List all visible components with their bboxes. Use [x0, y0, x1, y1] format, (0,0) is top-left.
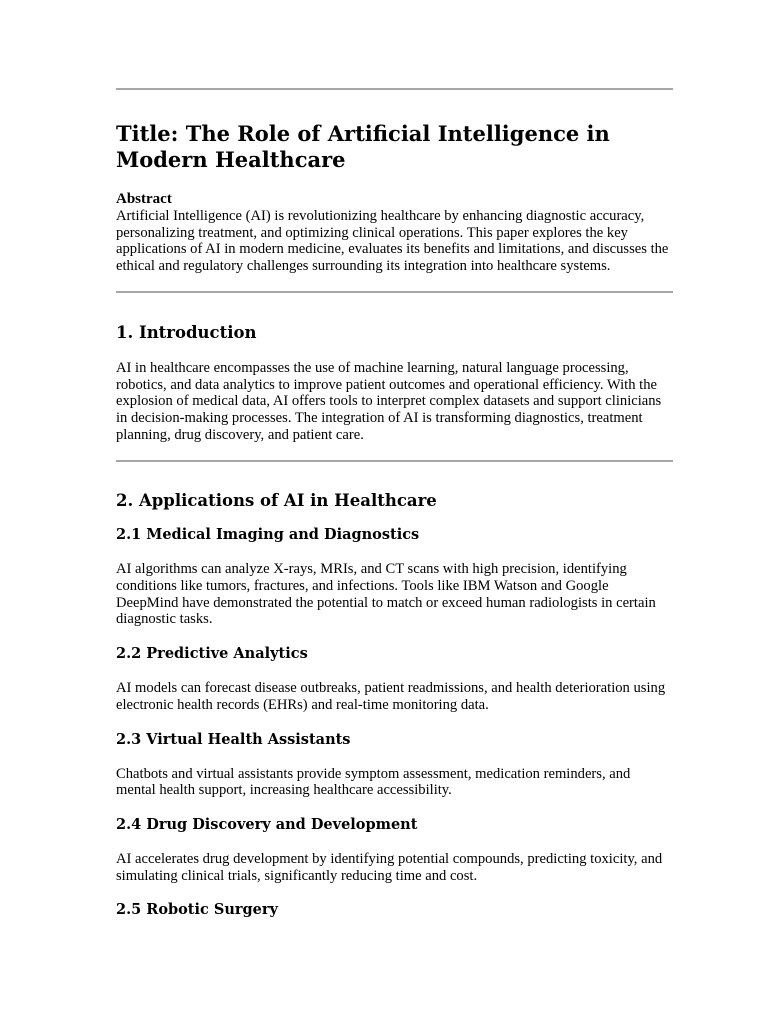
subsection-2-2-heading: 2.2 Predictive Analytics [116, 645, 308, 663]
introduction-text: AI in healthcare encompasses the use of machine learning, natural language processing, robotics, and data analytics to improve patient outcomes and operational efficiency. With the explosion of medical data, AI offers tools to interpret complex datasets and support clinicians in decision-making processes. The integration of AI is transforming diagnostics, treatment planning, drug discovery, and patient care. [116, 359, 662, 443]
abstract-text: Artificial Intelligence (AI) is revolutionizing healthcare by enhancing diagnostic accuracy, personalizing treatment, and optimizing clinical operations. This paper explores the key applications of AI in modern medicine, evaluates its benefits and limitations, and discusses the ethical and regulatory challenges surrounding its integration into healthcare systems. [116, 208, 669, 275]
subsection-2-1-text: AI algorithms can analyze X-rays, MRIs, and CT scans with high precision, identifying conditions like tumors, fractures, and infections. Tools like IBM Watson and Google DeepMind have demonstrated the potential to match or exceed human radiologists in certain diagnostic tasks. [116, 561, 656, 628]
introduction-heading: 1. Introduction [116, 322, 257, 342]
subsection-2-3-heading: 2.3 Virtual Health Assistants [116, 730, 351, 748]
subsection-2-4-heading: 2.4 Drug Discovery and Development [116, 815, 418, 833]
divider-after-introduction [116, 460, 673, 462]
document-page [116, 88, 673, 919]
divider-after-abstract [116, 291, 673, 293]
subsection-2-1-heading: 2.1 Medical Imaging and Diagnostics [116, 526, 420, 544]
document-title: Title: The Role of Artificial Intelligence in Modern Healthcare [116, 121, 610, 172]
subsection-2-4-text: AI accelerates drug development by identifying potential compounds, predicting toxicity, and simulating clinical trials, significantly reducing time and cost. [116, 850, 663, 884]
top-divider [116, 88, 673, 90]
subsection-2-2-text: AI models can forecast disease outbreaks, patient readmissions, and health deterioration using electronic health records (EHRs) and real-time monitoring data. [116, 680, 666, 713]
subsection-2-5-heading: 2.5 Robotic Surgery [116, 901, 278, 919]
abstract-label: Abstract [116, 191, 172, 207]
subsection-2-3-text: Chatbots and virtual assistants provide symptom assessment, medication reminders, and mental health support, increasing healthcare accessibility. [116, 765, 631, 799]
applications-heading: 2. Applications of AI in Healthcare [116, 491, 437, 511]
